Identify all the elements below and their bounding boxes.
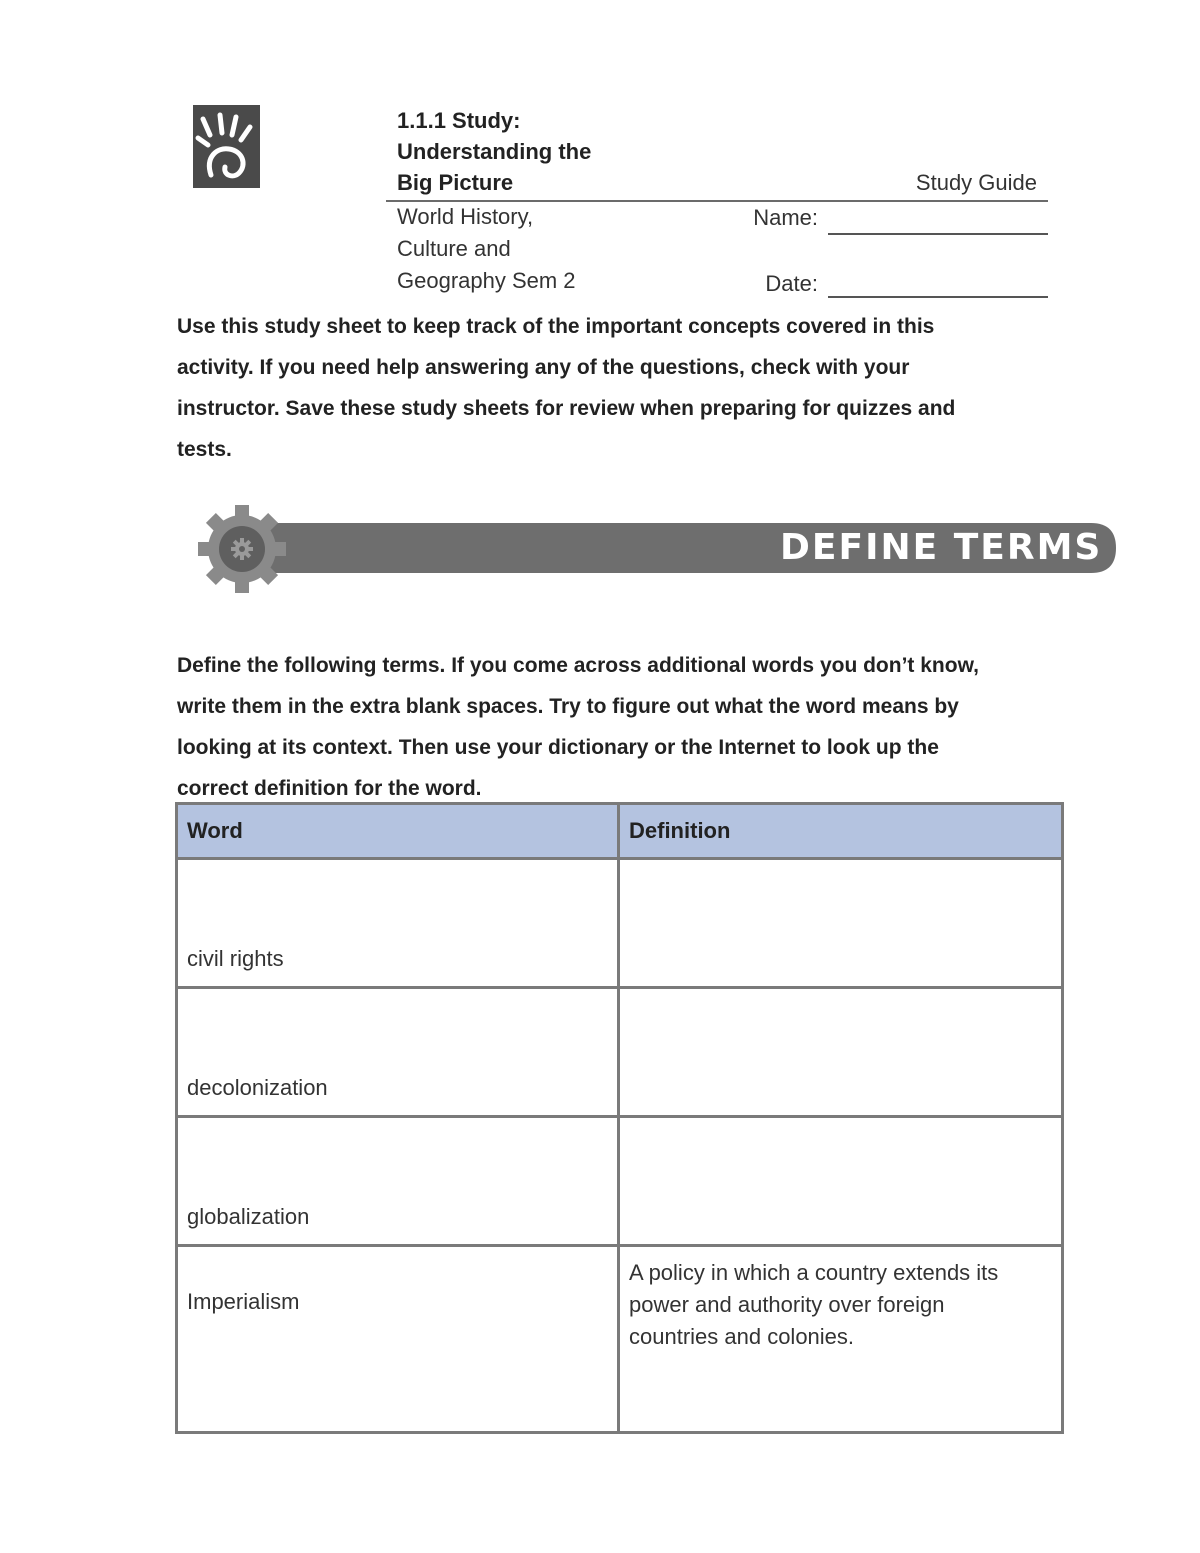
table-row xyxy=(177,988,1063,1117)
terms-table xyxy=(175,802,1064,1434)
intro-paragraph xyxy=(177,306,1037,470)
definition-cell[interactable] xyxy=(619,988,1063,1117)
title-line: Understanding the xyxy=(397,139,592,164)
course-line: Culture and xyxy=(397,236,511,261)
instructions-line: write them in the extra blank spaces. Try to figure out what the word means by xyxy=(177,695,959,718)
definition-cell[interactable] xyxy=(619,1246,1063,1433)
name-label: Name: xyxy=(753,205,818,230)
definition-cell[interactable] xyxy=(619,859,1063,988)
definition-line: A policy in which a country extends its xyxy=(629,1260,999,1285)
definition-cell[interactable] xyxy=(619,1117,1063,1246)
course-line: Geography Sem 2 xyxy=(397,268,576,293)
title-line: Big Picture xyxy=(397,170,514,195)
table-row xyxy=(177,1117,1063,1246)
word-cell: Imperialism xyxy=(177,1246,619,1433)
sunburst-logo-icon xyxy=(193,105,260,188)
intro-line: Use this study sheet to keep track of the important concepts covered in this xyxy=(177,315,935,338)
intro-line: instructor. Save these study sheets for review when preparing for quizzes and xyxy=(177,397,956,420)
table-row xyxy=(177,1246,1063,1433)
instructions-line: correct definition for the word. xyxy=(177,777,482,800)
word-cell: globalization xyxy=(177,1117,619,1246)
gear-icon xyxy=(198,505,286,593)
instructions-line: Define the following terms. If you come across additional words you don’t know, xyxy=(177,654,979,677)
name-field[interactable] xyxy=(828,233,1048,235)
page-title xyxy=(397,105,657,198)
column-header-definition: Definition xyxy=(619,804,1063,859)
course-name xyxy=(397,201,647,297)
instructions-paragraph xyxy=(177,645,1047,809)
table-row xyxy=(177,859,1063,988)
date-label: Date: xyxy=(765,271,818,296)
intro-line: tests. xyxy=(177,438,232,461)
section-title: DEFINE TERMS xyxy=(780,527,1103,568)
course-line: World History, xyxy=(397,204,534,229)
date-field[interactable] xyxy=(828,296,1048,298)
definition-line: countries and colonies. xyxy=(629,1324,855,1349)
instructions-line: looking at its context. Then use your dictionary or the Internet to look up the xyxy=(177,736,939,759)
word-cell: civil rights xyxy=(177,859,619,988)
title-line: 1.1.1 Study: xyxy=(397,108,521,133)
study-guide-label: Study Guide xyxy=(915,170,1037,195)
table-header-row xyxy=(177,804,1063,859)
word-cell: decolonization xyxy=(177,988,619,1117)
intro-line: activity. If you need help answering any of the questions, check with your xyxy=(177,356,910,379)
definition-line: power and authority over foreign xyxy=(629,1292,945,1317)
column-header-word: Word xyxy=(177,804,619,859)
